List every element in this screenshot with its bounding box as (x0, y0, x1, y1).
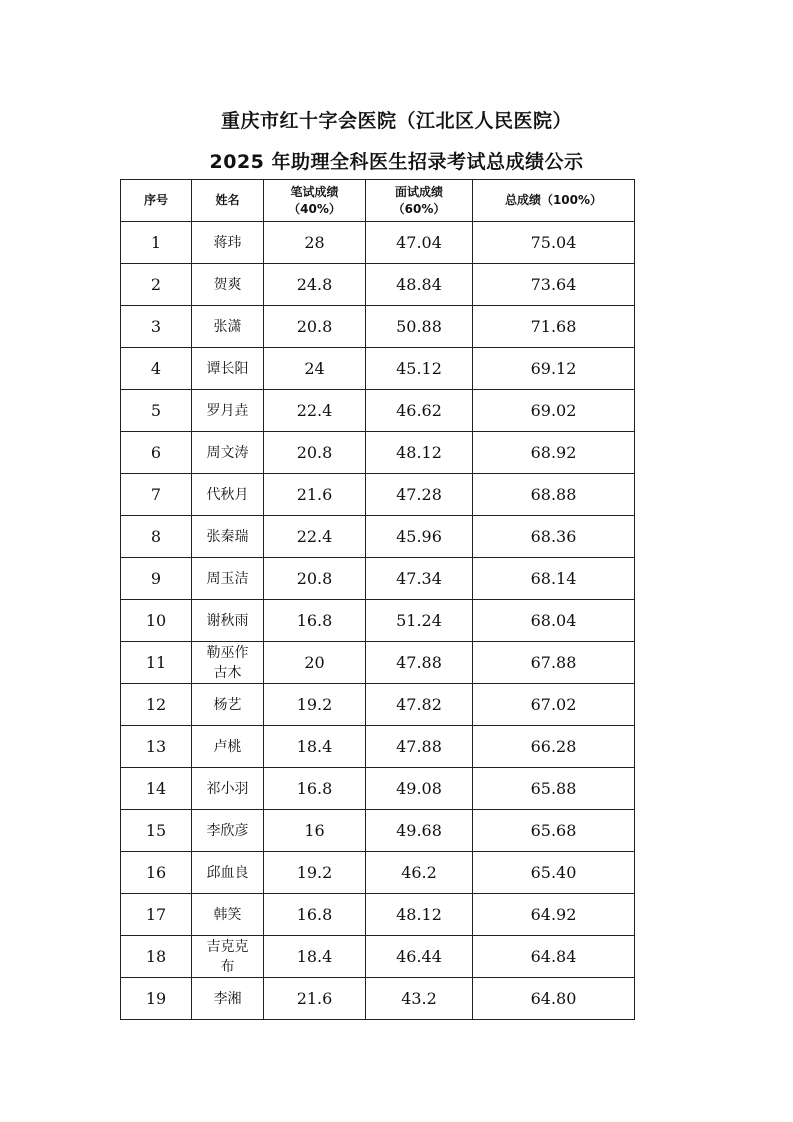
cell-name (192, 978, 264, 1020)
document-subtitle: 2025 年助理全科医生招录考试总成绩公示 (209, 151, 584, 173)
cell-written-score: 24.8 (264, 264, 366, 306)
cell-seq: 7 (121, 474, 192, 516)
cell-name (192, 474, 264, 516)
cell-seq: 9 (121, 558, 192, 600)
cell-name (192, 264, 264, 306)
cell-name-line1: 代秋月 (206, 486, 249, 503)
cell-interview-score: 51.24 (366, 600, 473, 642)
cell-total-score: 65.68 (473, 810, 635, 852)
cell-name (192, 306, 264, 348)
cell-total-score: 66.28 (473, 726, 635, 768)
cell-interview-score: 47.82 (366, 684, 473, 726)
header-written (264, 180, 366, 222)
cell-interview-score: 47.88 (366, 642, 473, 684)
cell-name (192, 894, 264, 936)
cell-interview-score: 43.2 (366, 978, 473, 1020)
cell-total-score: 69.02 (473, 390, 635, 432)
header-interview (366, 180, 473, 222)
cell-written-score: 19.2 (264, 852, 366, 894)
cell-seq: 10 (121, 600, 192, 642)
cell-name-line1: 杨艺 (213, 696, 242, 713)
table-row (121, 474, 635, 516)
cell-interview-score: 47.28 (366, 474, 473, 516)
cell-written-score: 21.6 (264, 474, 366, 516)
cell-interview-score: 46.62 (366, 390, 473, 432)
table-row (121, 432, 635, 474)
table-row (121, 768, 635, 810)
cell-seq: 5 (121, 390, 192, 432)
cell-name (192, 348, 264, 390)
cell-seq: 16 (121, 852, 192, 894)
cell-name (192, 600, 264, 642)
cell-written-score: 16 (264, 810, 366, 852)
cell-total-score: 64.92 (473, 894, 635, 936)
cell-seq: 17 (121, 894, 192, 936)
cell-name-line2: 布 (220, 958, 235, 975)
cell-name-line1: 周玉洁 (206, 570, 249, 587)
cell-name-line1: 周文涛 (206, 444, 249, 461)
header-total: 总成绩（100%） (473, 180, 635, 222)
cell-seq: 8 (121, 516, 192, 558)
cell-name (192, 852, 264, 894)
cell-seq: 15 (121, 810, 192, 852)
cell-name-line1: 张秦瑞 (206, 528, 249, 545)
cell-written-score: 28 (264, 222, 366, 264)
cell-interview-score: 49.08 (366, 768, 473, 810)
document-title: 重庆市红十字会医院（江北区人民医院） (220, 110, 572, 132)
cell-name-line1: 韩笑 (213, 906, 242, 923)
cell-name-line1: 吉克克 (206, 938, 249, 955)
cell-total-score: 68.04 (473, 600, 635, 642)
cell-name (192, 558, 264, 600)
cell-written-score: 19.2 (264, 684, 366, 726)
table-row (121, 222, 635, 264)
cell-name-line1: 蒋玮 (213, 234, 242, 251)
cell-name (192, 222, 264, 264)
cell-seq: 12 (121, 684, 192, 726)
table-row (121, 348, 635, 390)
cell-written-score: 20.8 (264, 558, 366, 600)
cell-name-line1: 张潇 (213, 318, 242, 335)
cell-total-score: 69.12 (473, 348, 635, 390)
cell-name-line1: 邱血良 (206, 864, 249, 881)
cell-total-score: 68.14 (473, 558, 635, 600)
cell-seq: 2 (121, 264, 192, 306)
cell-written-score: 21.6 (264, 978, 366, 1020)
table-row (121, 642, 635, 684)
cell-total-score: 68.88 (473, 474, 635, 516)
header-written-weight: （40%） (288, 201, 341, 216)
cell-written-score: 22.4 (264, 390, 366, 432)
cell-interview-score: 49.68 (366, 810, 473, 852)
cell-interview-score: 45.96 (366, 516, 473, 558)
table-row (121, 558, 635, 600)
cell-name-line1: 谢秋雨 (206, 612, 249, 629)
cell-name (192, 810, 264, 852)
cell-name-line1: 李欣彦 (206, 822, 249, 839)
cell-name (192, 390, 264, 432)
cell-written-score: 16.8 (264, 600, 366, 642)
cell-written-score: 20 (264, 642, 366, 684)
table-row (121, 810, 635, 852)
cell-interview-score: 50.88 (366, 306, 473, 348)
cell-seq: 19 (121, 978, 192, 1020)
cell-total-score: 73.64 (473, 264, 635, 306)
cell-total-score: 64.84 (473, 936, 635, 978)
cell-seq: 18 (121, 936, 192, 978)
cell-total-score: 68.92 (473, 432, 635, 474)
cell-name (192, 432, 264, 474)
cell-total-score: 65.88 (473, 768, 635, 810)
cell-written-score: 22.4 (264, 516, 366, 558)
cell-name (192, 768, 264, 810)
cell-name-line1: 谭长阳 (206, 360, 249, 377)
cell-name-line1: 罗月垚 (206, 402, 249, 419)
table-row (121, 306, 635, 348)
cell-name (192, 936, 264, 978)
table-row (121, 936, 635, 978)
cell-seq: 1 (121, 222, 192, 264)
cell-interview-score: 45.12 (366, 348, 473, 390)
cell-name-line2: 古木 (213, 664, 242, 681)
cell-written-score: 18.4 (264, 726, 366, 768)
table-row (121, 726, 635, 768)
cell-seq: 4 (121, 348, 192, 390)
cell-name (192, 516, 264, 558)
table-row (121, 264, 635, 306)
cell-seq: 11 (121, 642, 192, 684)
cell-seq: 13 (121, 726, 192, 768)
cell-name-line1: 李湘 (213, 990, 242, 1007)
cell-name (192, 684, 264, 726)
cell-seq: 3 (121, 306, 192, 348)
table-body (121, 222, 635, 1020)
table-row (121, 978, 635, 1020)
cell-seq: 14 (121, 768, 192, 810)
cell-interview-score: 47.34 (366, 558, 473, 600)
cell-interview-score: 47.04 (366, 222, 473, 264)
cell-total-score: 68.36 (473, 516, 635, 558)
cell-total-score: 71.68 (473, 306, 635, 348)
cell-interview-score: 46.2 (366, 852, 473, 894)
cell-written-score: 16.8 (264, 894, 366, 936)
cell-total-score: 75.04 (473, 222, 635, 264)
table-row (121, 516, 635, 558)
header-written-label: 笔试成绩 (290, 184, 339, 199)
cell-name-line1: 贺爽 (213, 276, 242, 293)
table-row (121, 684, 635, 726)
header-interview-weight: （60%） (392, 201, 446, 216)
table-row (121, 600, 635, 642)
cell-name (192, 642, 264, 684)
table-row (121, 390, 635, 432)
header-name: 姓名 (192, 180, 264, 222)
cell-written-score: 18.4 (264, 936, 366, 978)
cell-total-score: 67.88 (473, 642, 635, 684)
cell-name-line1: 祁小羽 (206, 780, 249, 797)
cell-interview-score: 48.12 (366, 432, 473, 474)
cell-name (192, 726, 264, 768)
table-header-row (121, 180, 635, 222)
cell-written-score: 16.8 (264, 768, 366, 810)
cell-total-score: 64.80 (473, 978, 635, 1020)
cell-name-line1: 勒巫作 (206, 644, 249, 661)
cell-interview-score: 48.84 (366, 264, 473, 306)
cell-written-score: 20.8 (264, 306, 366, 348)
table-row (121, 894, 635, 936)
score-table (120, 179, 635, 1020)
cell-written-score: 20.8 (264, 432, 366, 474)
cell-interview-score: 47.88 (366, 726, 473, 768)
header-interview-label: 面试成绩 (394, 184, 443, 199)
header-seq: 序号 (121, 180, 192, 222)
cell-written-score: 24 (264, 348, 366, 390)
cell-total-score: 67.02 (473, 684, 635, 726)
cell-interview-score: 48.12 (366, 894, 473, 936)
cell-interview-score: 46.44 (366, 936, 473, 978)
cell-total-score: 65.40 (473, 852, 635, 894)
table-row (121, 852, 635, 894)
cell-name-line1: 卢桃 (213, 738, 242, 755)
cell-seq: 6 (121, 432, 192, 474)
